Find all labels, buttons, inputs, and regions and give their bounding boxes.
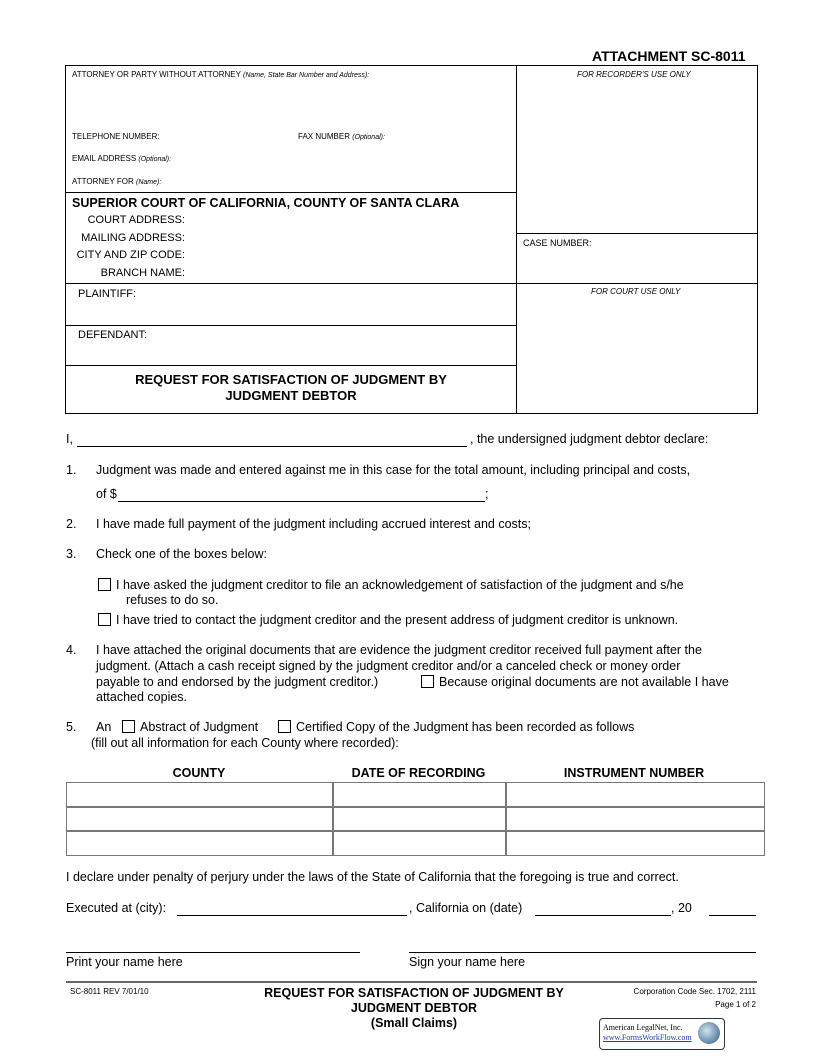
item-4-text-2: judgment. (Attach a cash receipt signed by the judgment creditor and/or a canceled check or money order (96, 659, 681, 673)
print-name-label: Print your name here (66, 955, 183, 969)
year-field[interactable] (709, 915, 756, 916)
case-number-label: CASE NUMBER: (523, 238, 592, 248)
checkbox-certified-copy[interactable] (278, 720, 291, 733)
email-label: EMAIL ADDRESS (Optional): (72, 154, 172, 163)
defendant-label: DEFENDANT: (78, 329, 148, 341)
option-abstract: Abstract of Judgment (122, 720, 258, 734)
form-id: SC-8011 REV 7/01/10 (70, 987, 149, 996)
table-cell[interactable] (505, 806, 765, 832)
item-2-text: I have made full payment of the judgment including accrued interest and costs; (96, 517, 531, 531)
item-5-number: 5. (66, 720, 77, 734)
city-zip-label: CITY AND ZIP CODE: (76, 249, 185, 261)
attorney-for-label: ATTORNEY FOR (Name): (72, 177, 162, 186)
option-refuses: I have asked the judgment creditor to file an acknowledgement of satisfaction of the judgment and s/he (98, 578, 684, 592)
attorney-label: ATTORNEY OR PARTY WITHOUT ATTORNEY (Name, State Bar Number and Address): (72, 70, 370, 79)
sign-name-label: Sign your name here (409, 955, 526, 969)
table-cell[interactable] (332, 830, 507, 856)
checkbox-unknown-address[interactable] (98, 613, 111, 626)
item-4-number: 4. (66, 643, 77, 657)
date-field[interactable] (535, 915, 671, 916)
perjury-declaration: I declare under penalty of perjury under the laws of the State of California that the foregoing is true and correct. (66, 870, 679, 884)
table-cell[interactable] (66, 782, 334, 808)
option-refuses-cont: refuses to do so. (126, 593, 219, 607)
col-header-county: COUNTY (172, 766, 226, 780)
fax-label: FAX NUMBER (Optional): (298, 132, 385, 141)
executed-label: Executed at (city): (66, 901, 167, 915)
col-header-date: DATE OF RECORDING (351, 766, 486, 780)
table-cell[interactable] (505, 782, 765, 808)
table-cell[interactable] (66, 806, 334, 832)
checkbox-refuses[interactable] (98, 578, 111, 591)
declarant-name-field[interactable] (77, 446, 467, 447)
item-1-number: 1. (66, 463, 77, 477)
plaintiff-label: PLAINTIFF: (78, 288, 137, 300)
semicolon: ; (485, 487, 489, 501)
item-3-text: Check one of the boxes below: (96, 547, 267, 561)
court-use-label: FOR COURT USE ONLY (591, 287, 681, 296)
page-number: Page 1 of 2 (715, 1000, 756, 1009)
col-header-instrument: INSTRUMENT NUMBER (563, 766, 705, 780)
amount-field[interactable] (118, 501, 485, 502)
recorder-use-label: FOR RECORDER'S USE ONLY (577, 70, 691, 79)
footer-title: REQUEST FOR SATISFACTION OF JUDGMENT BY JUDGMENT DEBTOR (Small Claims) (264, 986, 564, 1030)
table-cell[interactable] (332, 806, 507, 832)
table-cell[interactable] (505, 830, 765, 856)
item-2-number: 2. (66, 517, 77, 531)
intro-text: , the undersigned judgment debtor declare: (470, 432, 709, 446)
mailing-address-label: MAILING ADDRESS: (81, 232, 185, 244)
item-5-an: An (96, 720, 112, 734)
option-unknown-address: I have tried to contact the judgment creditor and the present address of judgment creditor is unknown. (98, 613, 678, 627)
signature-field[interactable] (409, 952, 756, 953)
print-name-field[interactable] (66, 952, 360, 953)
item-4-text: I have attached the original documents that are evidence the judgment creditor received full payment after the (96, 643, 702, 657)
globe-icon (698, 1022, 720, 1044)
table-cell[interactable] (332, 782, 507, 808)
corporation-code: Corporation Code Sec. 1702, 2111 (633, 987, 756, 996)
branch-name-label: BRANCH NAME: (100, 267, 185, 279)
checkbox-copies[interactable] (421, 675, 434, 688)
city-field[interactable] (177, 915, 407, 916)
form-title: REQUEST FOR SATISFACTION OF JUDGMENT BY JUDGMENT DEBTOR (135, 372, 447, 403)
item-3-number: 3. (66, 547, 77, 561)
item-4-text-4: attached copies. (96, 690, 188, 704)
american-legalnet-logo: American LegalNet, Inc. www.FormsWorkFlow.com (599, 1018, 725, 1050)
item-1-amount-label: of $ (96, 487, 117, 501)
telephone-label: TELEPHONE NUMBER: (72, 132, 160, 141)
option-copies: Because original documents are not available I have (421, 675, 729, 689)
checkbox-abstract[interactable] (122, 720, 135, 733)
option-certified-copy: Certified Copy of the Judgment has been recorded as follows (278, 720, 634, 734)
attachment-label: ATTACHMENT SC-8011 (592, 48, 746, 64)
court-name: SUPERIOR COURT OF CALIFORNIA, COUNTY OF SANTA CLARA (72, 196, 460, 210)
court-address-label: COURT ADDRESS: (87, 214, 185, 226)
table-cell[interactable] (66, 830, 334, 856)
california-date-label: , California on (date) (409, 901, 523, 915)
intro-i: I, (66, 432, 73, 446)
year-label: , 20 (671, 901, 692, 915)
item-1-text: Judgment was made and entered against me in this case for the total amount, including principal and costs, (96, 463, 691, 477)
item-4-text-3: payable to and endorsed by the judgment creditor.) (96, 675, 379, 689)
item-5-text-2: (fill out all information for each County where recorded): (91, 736, 399, 750)
